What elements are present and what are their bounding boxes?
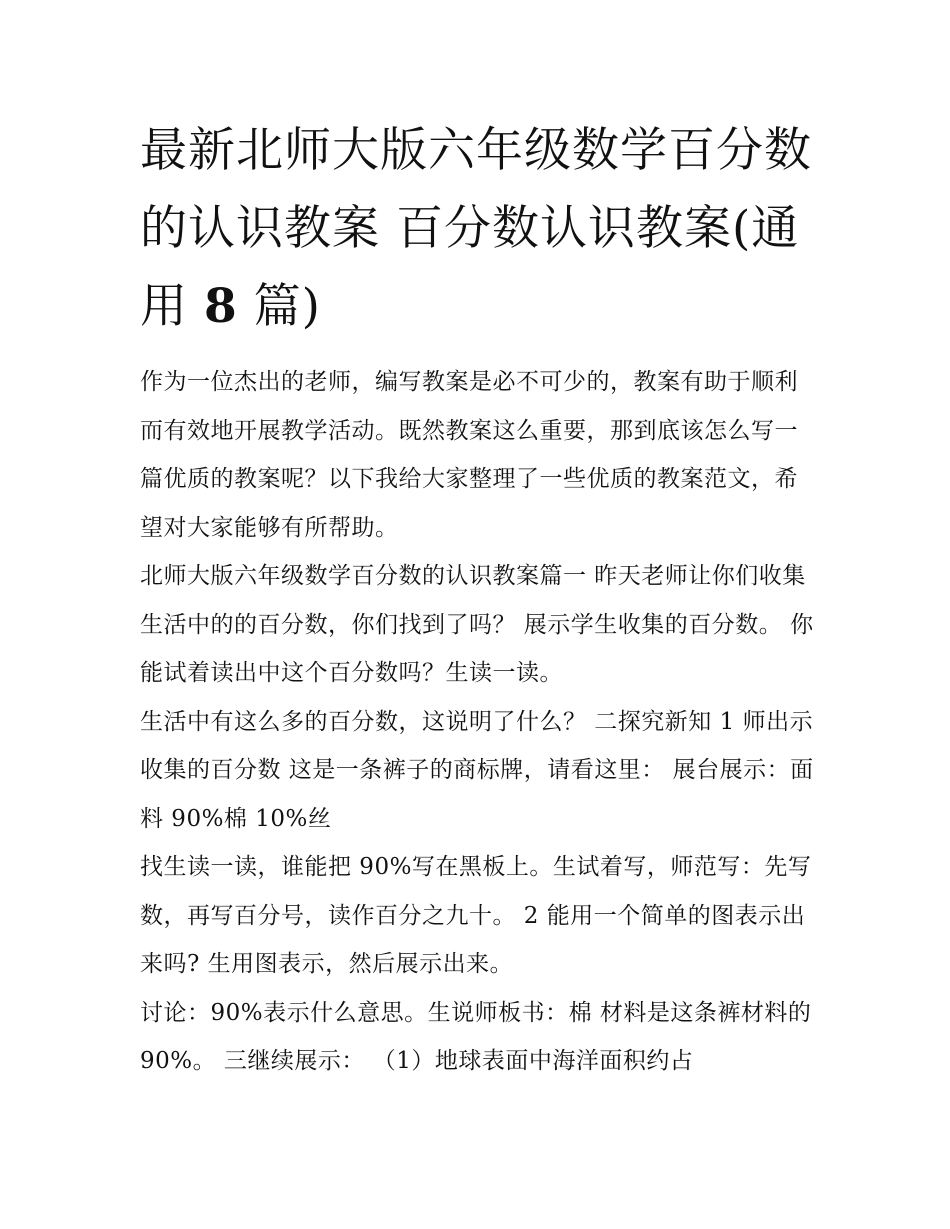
document-title [140, 112, 820, 346]
paragraph-lesson-one: 北师大版六年级数学百分数的认识教案篇一 昨天老师让你们收集生活中的的百分数，你们找到了吗？ 展示学生收集的百分数。 你能试着读出中这个百分数吗？生读一读。 [140, 563, 814, 686]
title-number: 8 [203, 279, 238, 334]
document-title-block [140, 112, 820, 346]
paragraph-discussion: 讨论：90%表示什么意思。生说师板书：棉 材料是这条裤材料的 90%。 三继续展示： （1）地球表面中海洋面积约占 [140, 999, 812, 1074]
paragraph-intro: 作为一位杰出的老师，编写教案是必不可少的，教案有助于顺利而有效地开展教学活动。既然教案这么重要，那到底该怎么写一篇优质的教案呢？以下我给大家整理了一些优质的教案范文，希望对大家能够有所帮助。 [140, 369, 798, 541]
title-text-main: 最新北师大版六年级数学百分数的认识教案 百分数认识教案(通用 [140, 123, 812, 334]
title-text-end: 篇) [253, 279, 321, 334]
document-body [140, 112, 820, 1086]
paragraph-write-percent: 找生读一读，谁能把 90%写在黑板上。生试着写，师范写：先写数，再写百分号，读作百分之九十。 2 能用一个简单的图表示出来吗? 生用图表示，然后展示出来。 [140, 854, 812, 977]
paragraph-explore: 生活中有这么多的百分数，这说明了什么？ 二探究新知 1 师出示收集的百分数 这是一条裤子的商标牌，请看这里： 展台展示：面料 90%棉 10%丝 [140, 708, 814, 832]
